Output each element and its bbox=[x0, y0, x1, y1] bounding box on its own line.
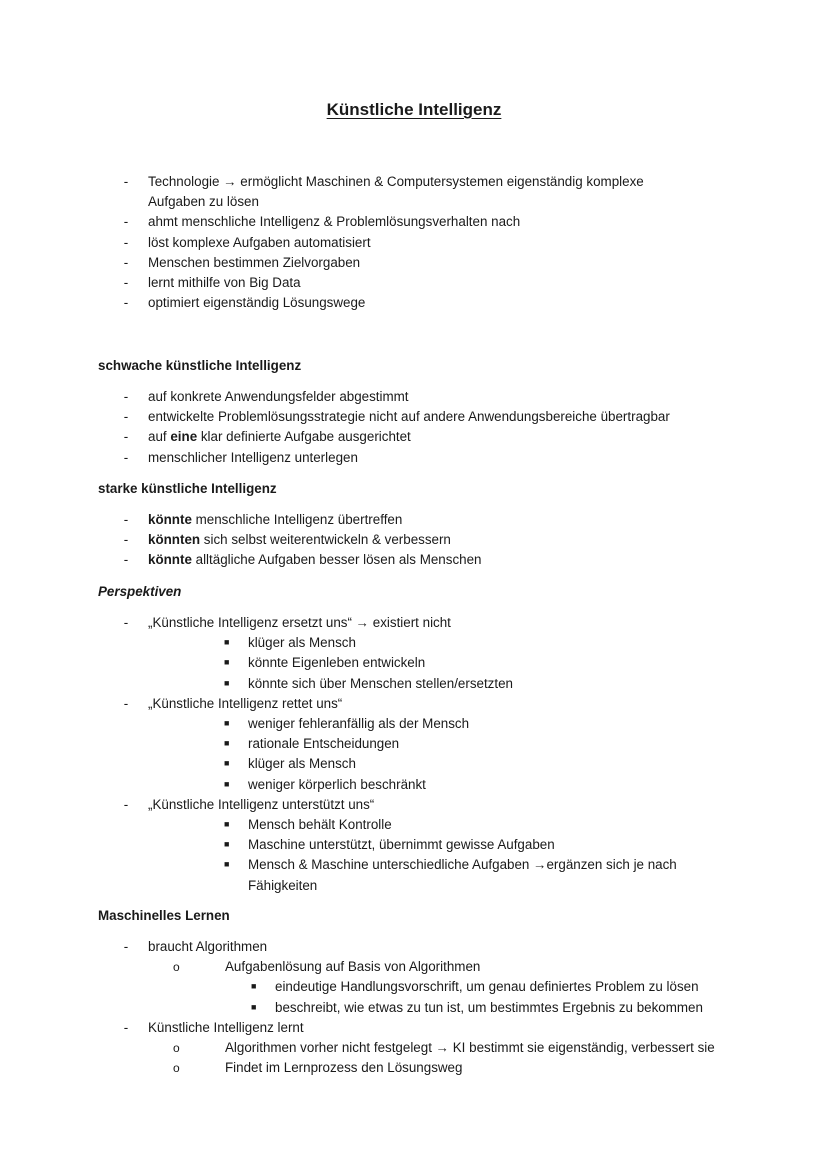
list-item: - könnte menschliche Intelligenz übertreffen bbox=[121, 510, 741, 530]
list-item: - „Künstliche Intelligenz unterstützt uns“ ■ Mensch behält Kontrolle ■ Maschine unterstützt, übernimmt gewisse Aufgaben ■ Mensch & Maschine unterschiedliche Aufgaben →ergänzen sich je nach Fähigkeiten bbox=[121, 795, 721, 896]
section-heading-perspectives: Perspektiven bbox=[98, 584, 182, 599]
section-heading-strong-ai: starke künstliche Intelligenz bbox=[98, 481, 277, 496]
dash-bullet: - bbox=[123, 615, 129, 630]
sub-list-item: ■ Mensch behält Kontrolle bbox=[148, 815, 721, 835]
square-bullet-icon: ■ bbox=[224, 738, 230, 749]
intro-list bbox=[121, 172, 681, 313]
list-item: - löst komplexe Aufgaben automatisiert bbox=[121, 233, 681, 253]
circle-bullet-icon: o bbox=[173, 1061, 180, 1076]
page-title: Künstliche Intelligenz bbox=[326, 100, 502, 119]
list-item: - Technologie → ermöglicht Maschinen & Computersystemen eigenständig komplexe Aufgaben zu lösen bbox=[121, 172, 681, 212]
dash-bullet: - bbox=[123, 214, 129, 230]
perspectives-list bbox=[121, 613, 721, 896]
sub-list bbox=[148, 714, 721, 795]
sub-list-item: ■ Mensch & Maschine unterschiedliche Aufgaben →ergänzen sich je nach Fähigkeiten bbox=[148, 855, 718, 895]
dash-bullet: - bbox=[123, 275, 129, 291]
square-bullet-icon: ■ bbox=[251, 1001, 257, 1012]
dash-bullet: - bbox=[123, 449, 129, 465]
square-bullet-icon: ■ bbox=[251, 981, 257, 992]
sub-list-item: o Algorithmen vorher nicht festgelegt → KI bestimmt sie eigenständig, verbessert sie bbox=[148, 1038, 741, 1058]
sub-list-item: ■ könnte Eigenleben entwickeln bbox=[148, 653, 721, 673]
square-bullet-icon: ■ bbox=[224, 778, 230, 789]
sub-sub-list-item: ■ beschreibt, wie etwas zu tun ist, um bestimmtes Ergebnis zu bekommen bbox=[225, 998, 741, 1018]
list-item: - könnten sich selbst weiterentwickeln & verbessern bbox=[121, 530, 741, 550]
sub-list-item: ■ klüger als Mensch bbox=[148, 633, 721, 653]
list-item: - entwickelte Problemlösungsstrategie nicht auf andere Anwendungsbereiche übertragbar bbox=[121, 407, 741, 427]
dash-bullet: - bbox=[123, 254, 129, 270]
sub-sub-list-item: ■ eindeutige Handlungsvorschrift, um genau definiertes Problem zu lösen bbox=[225, 977, 741, 997]
dash-bullet: - bbox=[123, 512, 129, 527]
machine-learning-list bbox=[121, 937, 741, 1078]
list-item: - Menschen bestimmen Zielvorgaben bbox=[121, 253, 681, 273]
square-bullet-icon: ■ bbox=[224, 677, 230, 688]
list-item: - „Künstliche Intelligenz rettet uns“ ■ weniger fehleranfällig als der Mensch ■ rationale Entscheidungen ■ klüger als Mensch ■ weniger körperlich beschränkt bbox=[121, 694, 721, 795]
sub-list bbox=[148, 815, 721, 896]
list-item: - auf konkrete Anwendungsfelder abgestimmt bbox=[121, 387, 741, 407]
strong-ai-list bbox=[121, 510, 741, 571]
sub-list-item: ■ könnte sich über Menschen stellen/ersetzten bbox=[148, 674, 721, 694]
list-item: - optimiert eigenständig Lösungswege bbox=[121, 293, 681, 313]
sub-list-item: o Aufgabenlösung auf Basis von Algorithmen ■ eindeutige Handlungsvorschrift, um genau definiertes Problem zu lösen ■ beschreibt, wie etwas zu tun ist, um bestimmtes Ergebnis zu bekommen bbox=[148, 957, 741, 1018]
section-heading-weak-ai: schwache künstliche Intelligenz bbox=[98, 358, 302, 373]
dash-bullet: - bbox=[123, 796, 129, 812]
sub-list bbox=[148, 633, 721, 694]
circle-bullet-icon: o bbox=[173, 960, 180, 975]
section-heading-machine-learning: Maschinelles Lernen bbox=[98, 908, 230, 923]
dash-bullet: - bbox=[123, 389, 129, 404]
list-item: - lernt mithilfe von Big Data bbox=[121, 273, 681, 293]
list-item: - menschlicher Intelligenz unterlegen bbox=[121, 448, 741, 468]
square-bullet-icon: ■ bbox=[224, 718, 230, 729]
sub-list-item: o Findet im Lernprozess den Lösungsweg bbox=[148, 1058, 741, 1078]
square-bullet-icon: ■ bbox=[224, 819, 230, 830]
sub-list-item: ■ Maschine unterstützt, übernimmt gewisse Aufgaben bbox=[148, 835, 721, 855]
sub-sub-list bbox=[225, 977, 741, 1017]
circle-bullet-icon: o bbox=[173, 1041, 180, 1056]
dash-bullet: - bbox=[123, 174, 129, 189]
square-bullet-icon: ■ bbox=[224, 758, 230, 769]
dash-bullet: - bbox=[123, 695, 129, 711]
dash-bullet: - bbox=[123, 532, 129, 548]
dash-bullet: - bbox=[123, 1019, 129, 1035]
dash-bullet: - bbox=[123, 409, 129, 425]
list-item: - braucht Algorithmen o Aufgabenlösung auf Basis von Algorithmen ■ eindeutige Handlungsvorschrift, um genau definiertes Problem zu lösen ■ beschreibt, wie etwas zu tun ist, um bestimmtes Ergebnis zu bekommen bbox=[121, 937, 741, 1018]
sub-list-item: ■ klüger als Mensch bbox=[148, 754, 721, 774]
list-item: - Künstliche Intelligenz lernt o Algorithmen vorher nicht festgelegt → KI bestimmt sie eigenständig, verbessert sie o Findet im Lernprozess den Lösungsweg bbox=[121, 1018, 741, 1079]
list-item: - ahmt menschliche Intelligenz & Problemlösungsverhalten nach bbox=[121, 212, 681, 232]
sub-list-item: ■ weniger fehleranfällig als der Mensch bbox=[148, 714, 721, 734]
square-bullet-icon: ■ bbox=[224, 657, 230, 668]
list-item: - „Künstliche Intelligenz ersetzt uns“ → existiert nicht ■ klüger als Mensch ■ könnte Eigenleben entwickeln ■ könnte sich über Menschen stellen/ersetzten bbox=[121, 613, 721, 694]
dash-bullet: - bbox=[123, 234, 129, 250]
dash-bullet: - bbox=[123, 939, 129, 954]
list-item: - auf eine klar definierte Aufgabe ausgerichtet bbox=[121, 427, 741, 447]
weak-ai-list bbox=[121, 387, 741, 468]
square-bullet-icon: ■ bbox=[224, 859, 230, 870]
square-bullet-icon: ■ bbox=[224, 637, 230, 648]
sub-list-item: ■ weniger körperlich beschränkt bbox=[148, 775, 721, 795]
dash-bullet: - bbox=[123, 429, 129, 445]
square-bullet-icon: ■ bbox=[224, 839, 230, 850]
sub-list bbox=[148, 957, 741, 1018]
dash-bullet: - bbox=[123, 295, 129, 311]
sub-list-item: ■ rationale Entscheidungen bbox=[148, 734, 721, 754]
list-item: - könnte alltägliche Aufgaben besser lösen als Menschen bbox=[121, 550, 741, 570]
dash-bullet: - bbox=[123, 552, 129, 568]
sub-list bbox=[148, 1038, 741, 1078]
